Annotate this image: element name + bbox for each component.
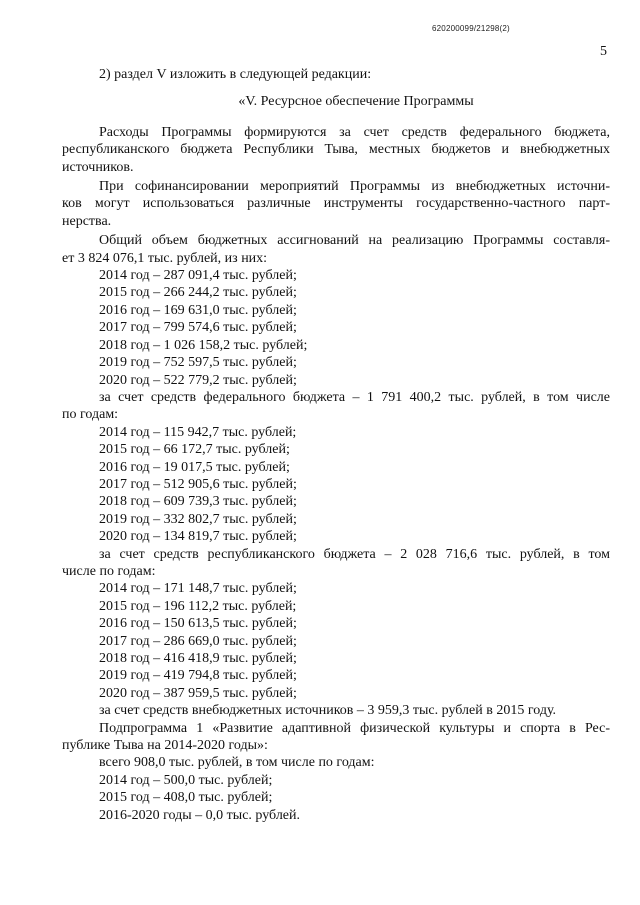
list-item: 2018 год – 609 739,3 тыс. рублей;	[99, 494, 297, 510]
list-item: 2016 год – 150 613,5 тыс. рублей;	[99, 616, 297, 632]
republic-by-year-list	[62, 580, 610, 702]
document-code: 620200099/21298(2)	[432, 24, 510, 33]
list-item: 2014 год – 115 942,7 тыс. рублей;	[99, 424, 297, 440]
text-line: Расходы Программы формируются за счет средств федерального бюджета,	[99, 124, 610, 140]
list-item: 2020 год – 134 819,7 тыс. рублей;	[99, 529, 297, 545]
text-line: Общий объем бюджетных ассигнований на реализацию Программы составля-	[99, 233, 610, 249]
paragraph-republic	[62, 546, 610, 581]
list-item: 2018 год – 1 026 158,2 тыс. рублей;	[99, 337, 308, 353]
paragraph-subprogram	[62, 720, 610, 755]
text-line: республиканского бюджета Республики Тыва, местных бюджетов и внебюджетных	[62, 142, 610, 158]
list-item: 2015 год – 196 112,2 тыс. рублей;	[99, 598, 297, 614]
list-item: 2015 год – 66 172,7 тыс. рублей;	[99, 442, 290, 458]
list-item: всего 908,0 тыс. рублей, в том числе по годам:	[99, 755, 375, 771]
list-item: 2016 год – 169 631,0 тыс. рублей;	[99, 302, 297, 318]
paragraph-extrabudget: за счет средств внебюджетных источников – 3 959,3 тыс. рублей в 2015 году.	[99, 703, 557, 719]
text-line: публике Тыва на 2014-2020 годы»:	[62, 738, 268, 754]
list-item: 2014 год – 287 091,4 тыс. рублей;	[99, 268, 297, 284]
text-line: При софинансировании мероприятий Программы из внебюджетных источни-	[99, 179, 610, 195]
paragraph-cofinancing	[62, 178, 610, 230]
section-instruction: 2) раздел V изложить в следующей редакции:	[99, 67, 372, 82]
text-line: числе по годам:	[62, 563, 156, 579]
list-item: 2019 год – 752 597,5 тыс. рублей;	[99, 355, 297, 371]
text-line: за счет средств федерального бюджета – 1 791 400,2 тыс. рублей, в том числе	[99, 389, 610, 405]
federal-by-year-list	[62, 424, 610, 546]
list-item: 2020 год – 387 959,5 тыс. рублей;	[99, 685, 297, 701]
text-line: за счет средств республиканского бюджета – 2 028 716,6 тыс. рублей, в том	[99, 546, 610, 562]
list-item: 2014 год – 171 148,7 тыс. рублей;	[99, 581, 297, 597]
text-line: по годам:	[62, 407, 119, 423]
total-by-year-list	[62, 267, 610, 389]
list-item: 2017 год – 286 669,0 тыс. рублей;	[99, 633, 297, 649]
subprogram-by-year-list	[62, 754, 610, 824]
list-item: 2014 год – 500,0 тыс. рублей;	[99, 772, 273, 788]
paragraph-total	[62, 232, 610, 267]
list-item: 2019 год – 332 802,7 тыс. рублей;	[99, 511, 297, 527]
list-item: 2020 год – 522 779,2 тыс. рублей;	[99, 372, 297, 388]
section-heading: «V. Ресурсное обеспечение Программы	[238, 94, 474, 110]
text-line: ет 3 824 076,1 тыс. рублей, из них:	[62, 250, 268, 266]
page-number: 5	[600, 44, 607, 59]
list-item: 2015 год – 408,0 тыс. рублей;	[99, 790, 273, 806]
text-line: Подпрограмма 1 «Развитие адаптивной физической культуры и спорта в Рес-	[99, 720, 610, 736]
list-item: 2019 год – 419 794,8 тыс. рублей;	[99, 668, 297, 684]
list-item: 2016 год – 19 017,5 тыс. рублей;	[99, 459, 290, 475]
document-body	[62, 66, 610, 824]
list-item: 2016-2020 годы – 0,0 тыс. рублей.	[99, 807, 301, 823]
paragraph-sources	[62, 124, 610, 176]
list-item: 2017 год – 512 905,6 тыс. рублей;	[99, 476, 297, 492]
text-line: нерства.	[62, 213, 112, 229]
list-item: 2015 год – 266 244,2 тыс. рублей;	[99, 285, 297, 301]
list-item: 2018 год – 416 418,9 тыс. рублей;	[99, 651, 297, 666]
list-item: 2017 год – 799 574,6 тыс. рублей;	[99, 320, 297, 336]
paragraph-federal	[62, 389, 610, 424]
text-line: ков могут использоваться различные инструменты государственно-частного парт-	[62, 196, 610, 212]
text-line: источников.	[62, 159, 134, 175]
